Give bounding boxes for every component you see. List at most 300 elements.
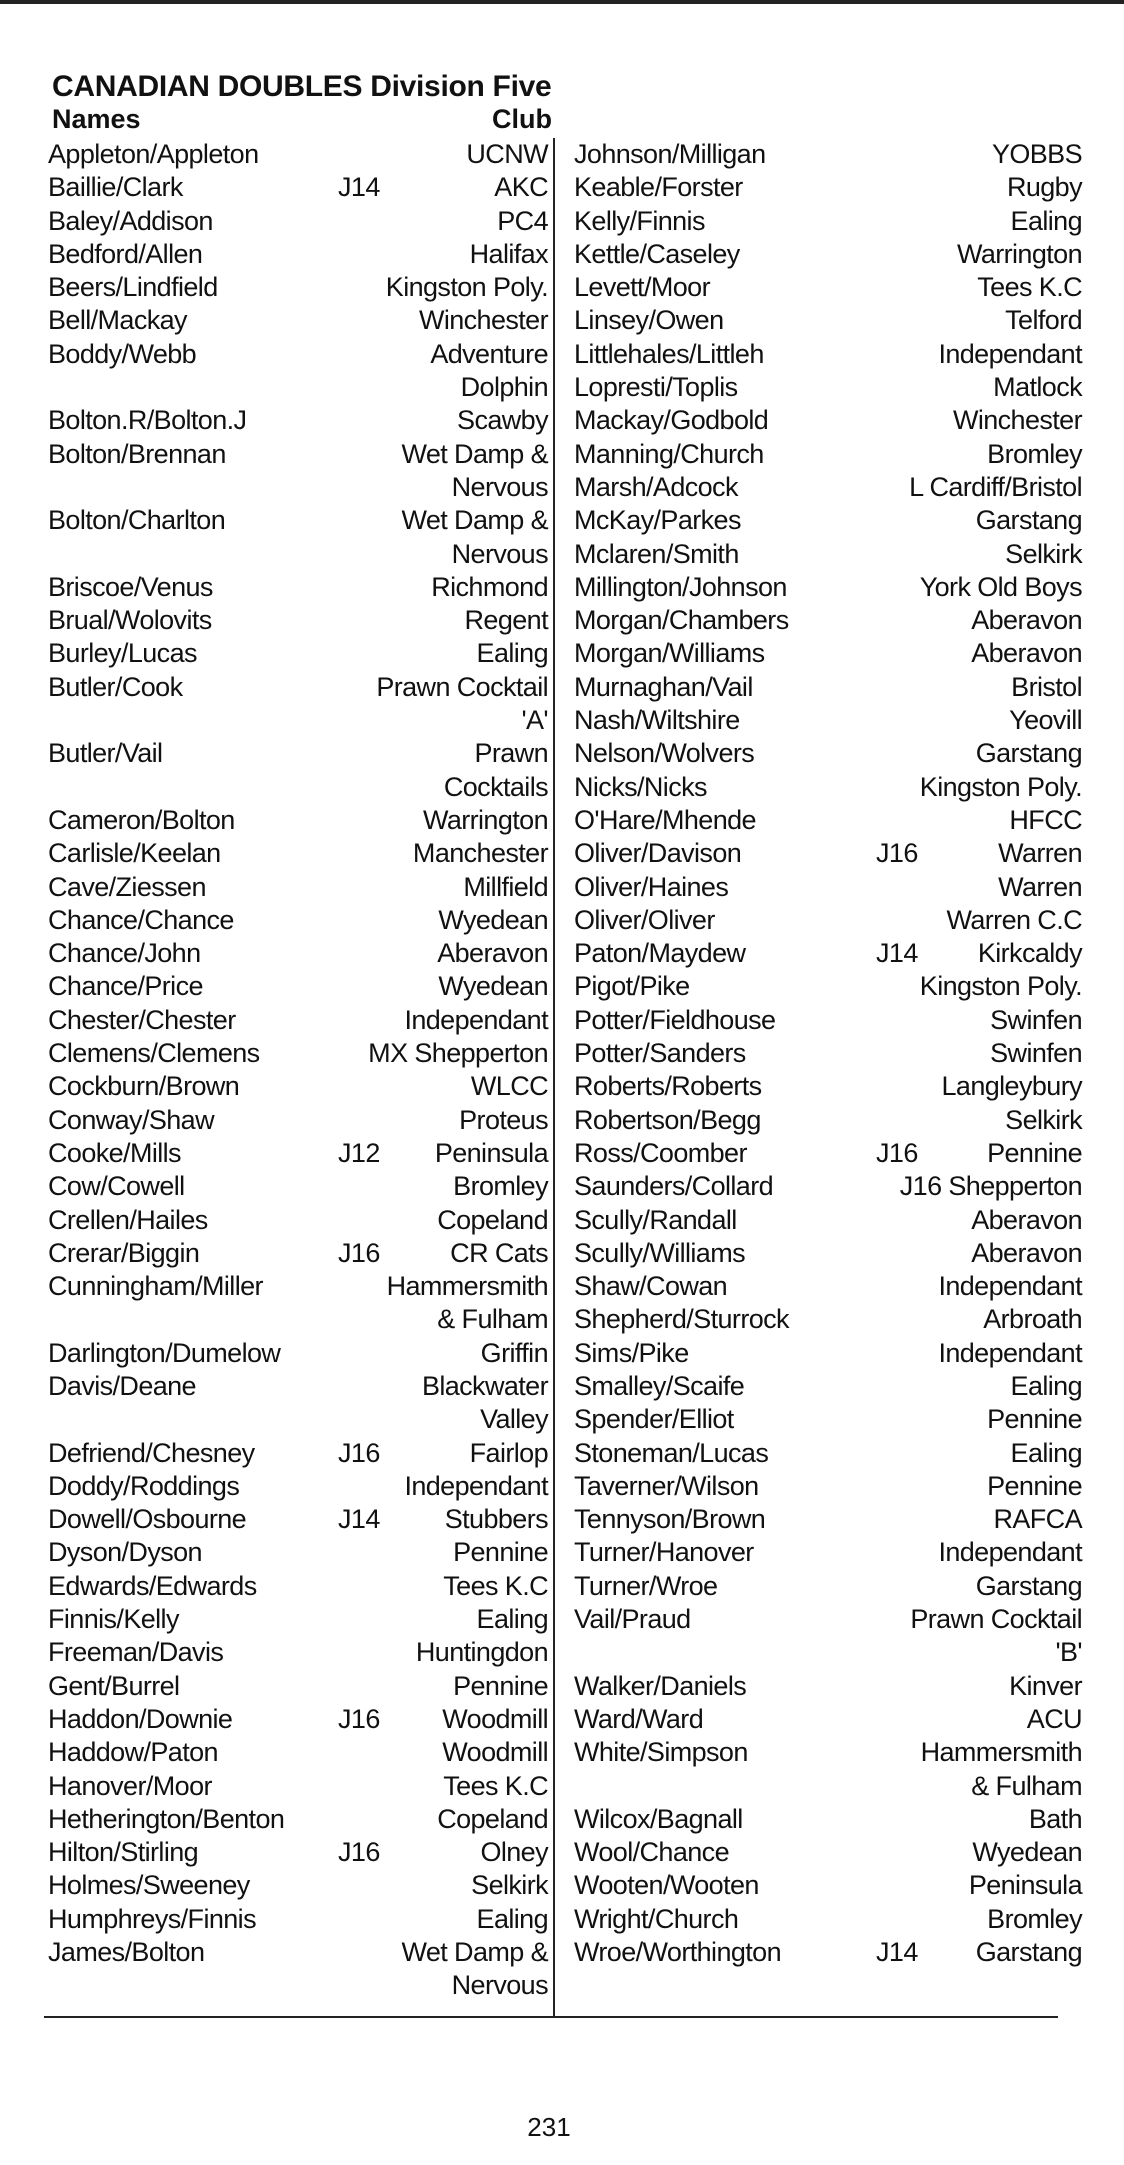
entry-row <box>574 571 1082 604</box>
club-name: Woodmill <box>442 1703 548 1734</box>
team-names: Cow/Cowell <box>48 1171 185 1202</box>
team-names: Paton/Maydew <box>574 938 746 969</box>
team-names: Crerar/Biggin <box>48 1237 200 1268</box>
club-name: Telford <box>1005 305 1082 336</box>
entry-row <box>48 1437 548 1470</box>
club-name: Tees K.C <box>977 272 1082 303</box>
team-names: Wool/Chance <box>574 1837 729 1868</box>
club-name: Kingston Poly. <box>385 272 548 303</box>
entry-row <box>574 1137 1082 1170</box>
entry-row <box>48 1736 548 1769</box>
club-name: Bromley <box>987 1903 1082 1934</box>
team-names: Hanover/Moor <box>48 1770 212 1801</box>
club-name: L Cardiff/Bristol <box>909 471 1082 502</box>
team-names: Chance/Chance <box>48 904 234 935</box>
team-names: Humphreys/Finnis <box>48 1903 256 1934</box>
club-name: Aberavon <box>971 638 1082 669</box>
entry-row <box>48 1903 548 1936</box>
club-name: Independant <box>404 1470 548 1501</box>
team-names: Potter/Fieldhouse <box>574 1004 776 1035</box>
team-names: Nicks/Nicks <box>574 771 707 802</box>
entry-row <box>48 571 548 604</box>
junior-code: J14 <box>338 1504 380 1535</box>
page-title: CANADIAN DOUBLES Division Five <box>52 70 552 103</box>
club-name: Peninsula <box>968 1870 1082 1901</box>
team-names: Haddon/Downie <box>48 1703 233 1734</box>
team-names: Pigot/Pike <box>574 971 690 1002</box>
club-name: MX Shepperton <box>368 1038 548 1069</box>
entry-row <box>48 1337 548 1370</box>
club-name: Dolphin <box>460 372 548 403</box>
club-name: CR Cats <box>450 1237 548 1268</box>
team-names: Boddy/Webb <box>48 338 197 369</box>
entry-row <box>574 404 1082 437</box>
club-name: Bath <box>1028 1803 1082 1834</box>
club-name: Ealing <box>476 1903 548 1934</box>
junior-code: J16 <box>876 1137 918 1168</box>
club-name: Selkirk <box>471 1870 548 1901</box>
team-names: Wooten/Wooten <box>574 1870 759 1901</box>
team-names: Cunningham/Miller <box>48 1271 263 1302</box>
entry-row <box>48 1936 548 1969</box>
junior-code: J14 <box>876 1937 918 1968</box>
club-name: Yeovill <box>1009 705 1082 736</box>
team-names: Butler/Vail <box>48 738 163 769</box>
club-column-header: Club <box>492 104 552 134</box>
club-name: YOBBS <box>991 139 1082 169</box>
team-names: Vail/Praud <box>574 1604 691 1635</box>
entry-row <box>48 338 548 371</box>
team-names: Holmes/Sweeney <box>48 1870 250 1901</box>
entry-row <box>574 1503 1082 1536</box>
team-names: Defriend/Chesney <box>48 1437 255 1468</box>
entry-row <box>574 438 1082 471</box>
team-names: Brual/Wolovits <box>48 605 212 636</box>
entry-row <box>48 1770 548 1803</box>
team-names: Linsey/Owen <box>574 305 724 336</box>
club-name: Swinfen <box>990 1038 1082 1069</box>
club-name: WLCC <box>470 1071 548 1102</box>
club-name: Warren C.C <box>946 904 1082 935</box>
club-name: Ealing <box>476 638 548 669</box>
entry-row <box>574 1903 1082 1936</box>
team-names: Chance/John <box>48 938 201 969</box>
team-names: Robertson/Begg <box>574 1104 761 1135</box>
entry-row <box>574 1770 1082 1803</box>
club-name: Kinver <box>1009 1670 1082 1701</box>
club-name: Pennine <box>987 1404 1082 1435</box>
entry-row <box>574 904 1082 937</box>
entry-row <box>48 304 548 337</box>
entry-row <box>48 837 548 870</box>
junior-code: J16 <box>876 838 918 869</box>
team-names: Hilton/Stirling <box>48 1837 199 1868</box>
entry-row <box>48 771 548 804</box>
team-names: Bolton/Brennan <box>48 438 226 469</box>
club-name: Valley <box>480 1404 548 1435</box>
club-name: Garstang <box>975 1570 1082 1601</box>
team-names: Dowell/Osbourne <box>48 1504 247 1535</box>
club-name: Independant <box>938 1537 1082 1568</box>
entry-row <box>574 471 1082 504</box>
entry-row <box>48 1370 548 1403</box>
team-names: Carlisle/Keelan <box>48 838 221 869</box>
entry-row <box>48 1470 548 1503</box>
entry-row <box>48 1137 548 1170</box>
entry-row <box>48 804 548 837</box>
club-name: 'B' <box>1055 1637 1082 1668</box>
entry-row <box>574 138 1082 171</box>
team-names: Wroe/Worthington <box>574 1937 782 1968</box>
team-names: Appleton/Appleton <box>48 139 259 169</box>
entry-row <box>48 438 548 471</box>
club-name: Winchester <box>418 305 548 336</box>
junior-code: J16 <box>338 1703 380 1734</box>
team-names: Johnson/Milligan <box>574 139 766 169</box>
team-names: Bolton/Charlton <box>48 505 226 536</box>
club-name: Bromley <box>453 1171 548 1202</box>
entry-row <box>574 1170 1082 1203</box>
team-names: Tennyson/Brown <box>574 1504 766 1535</box>
club-name: Copeland <box>437 1204 548 1235</box>
team-names: White/Simpson <box>574 1737 748 1768</box>
team-names: Davis/Deane <box>48 1370 196 1401</box>
club-name: Nervous <box>451 1970 548 2001</box>
team-names: Kelly/Finnis <box>574 205 705 236</box>
entry-row <box>574 1237 1082 1270</box>
club-name: Pennine <box>453 1537 548 1568</box>
team-names: Taverner/Wilson <box>574 1470 759 1501</box>
team-names: Kettle/Caseley <box>574 238 740 269</box>
club-name: & Fulham <box>971 1770 1082 1801</box>
team-names: Dyson/Dyson <box>48 1537 202 1568</box>
team-names: Edwards/Edwards <box>48 1570 257 1601</box>
club-name: Garstang <box>975 738 1082 769</box>
team-names: Crellen/Hailes <box>48 1204 208 1235</box>
team-names: Haddow/Paton <box>48 1737 218 1768</box>
entry-row <box>574 1204 1082 1237</box>
club-name: HFCC <box>1009 804 1082 835</box>
entry-row <box>574 704 1082 737</box>
club-name: Huntingdon <box>415 1637 548 1668</box>
team-names: Oliver/Oliver <box>574 904 715 935</box>
entry-row <box>574 804 1082 837</box>
team-names: McKay/Parkes <box>574 505 741 536</box>
club-name: Manchester <box>412 838 548 869</box>
club-name: Adventure <box>430 338 548 369</box>
club-name: Aberavon <box>971 1237 1082 1268</box>
team-names: Smalley/Scaife <box>574 1370 745 1401</box>
junior-code: J16 <box>338 1837 380 1868</box>
club-name: PC4 <box>497 205 548 236</box>
team-names: Cooke/Mills <box>48 1137 181 1168</box>
team-names: Spender/Elliot <box>574 1404 734 1435</box>
club-name: Rugby <box>1006 172 1082 203</box>
entry-row <box>574 837 1082 870</box>
entry-row <box>48 1836 548 1869</box>
team-names: Shepherd/Sturrock <box>574 1304 789 1335</box>
entry-row <box>574 1836 1082 1869</box>
entry-row <box>48 1170 548 1203</box>
team-names: Chester/Chester <box>48 1004 236 1035</box>
entry-row <box>574 1403 1082 1436</box>
entry-row <box>574 871 1082 904</box>
entry-row <box>574 1570 1082 1603</box>
club-name: Nervous <box>451 471 548 502</box>
page-number: 231 <box>527 2112 571 2142</box>
club-name: Kingston Poly. <box>919 971 1082 1002</box>
club-name: Ealing <box>1010 1437 1082 1468</box>
entry-row <box>48 937 548 970</box>
team-names: Manning/Church <box>574 438 764 469</box>
team-names: Cave/Ziessen <box>48 871 206 902</box>
entry-row <box>574 1536 1082 1569</box>
club-name: Peninsula <box>434 1137 548 1168</box>
club-name: AKC <box>494 172 548 203</box>
entry-row <box>48 737 548 770</box>
entry-row <box>48 637 548 670</box>
entry-row <box>574 1636 1082 1669</box>
entry-row <box>574 771 1082 804</box>
entry-row <box>48 1869 548 1902</box>
entry-row <box>574 171 1082 204</box>
club-name: Selkirk <box>1005 538 1082 569</box>
club-name: ACU <box>1026 1703 1082 1734</box>
entry-row <box>574 238 1082 271</box>
team-names: Wright/Church <box>574 1903 739 1934</box>
club-name: J16 Shepperton <box>899 1171 1082 1202</box>
entry-row <box>574 1437 1082 1470</box>
entry-row <box>574 338 1082 371</box>
entry-row <box>574 1670 1082 1703</box>
club-name: Millfield <box>463 871 548 902</box>
junior-code: J16 <box>338 1437 380 1468</box>
entry-row <box>48 871 548 904</box>
entry-row <box>574 671 1082 704</box>
entry-row <box>48 138 548 171</box>
club-name: Winchester <box>952 405 1082 436</box>
entry-row <box>574 970 1082 1003</box>
club-name: Griffin <box>480 1337 548 1368</box>
club-name: Copeland <box>437 1803 548 1834</box>
entry-row <box>574 371 1082 404</box>
club-name: Halifax <box>469 238 548 269</box>
team-names: Levett/Moor <box>574 272 710 303</box>
team-names: Morgan/Williams <box>574 638 765 669</box>
club-name: Hammersmith <box>920 1737 1082 1768</box>
entry-row <box>574 1104 1082 1137</box>
club-name: Langleybury <box>941 1071 1082 1102</box>
entry-row <box>48 1703 548 1736</box>
club-name: Prawn Cocktail <box>910 1604 1082 1635</box>
club-name: Woodmill <box>442 1737 548 1768</box>
club-name: Scawby <box>457 405 548 436</box>
club-name: Tees K.C <box>443 1570 548 1601</box>
club-name: Proteus <box>459 1104 548 1135</box>
team-names: Bell/Mackay <box>48 305 187 336</box>
entry-row <box>48 1004 548 1037</box>
entry-row <box>48 970 548 1003</box>
entry-row <box>574 637 1082 670</box>
entry-row <box>48 371 548 404</box>
club-name: Ealing <box>1010 205 1082 236</box>
club-name: Wyedean <box>438 971 548 1002</box>
club-name: Wet Damp & <box>401 505 548 536</box>
entry-row <box>574 1869 1082 1902</box>
entry-row <box>574 205 1082 238</box>
entry-row <box>574 538 1082 571</box>
entry-row <box>48 171 548 204</box>
entry-row <box>48 1104 548 1137</box>
team-names: Doddy/Roddings <box>48 1470 240 1501</box>
team-names: Ward/Ward <box>574 1703 704 1734</box>
entry-row <box>48 1636 548 1669</box>
club-name: Aberavon <box>971 605 1082 636</box>
club-name: Prawn <box>474 738 548 769</box>
club-name: Pennine <box>987 1137 1082 1168</box>
entry-row <box>48 1237 548 1270</box>
club-name: Prawn Cocktail <box>376 671 548 702</box>
names-column-header: Names <box>52 104 141 134</box>
club-name: Wyedean <box>438 904 548 935</box>
team-names: Marsh/Adcock <box>574 471 738 502</box>
club-name: Kingston Poly. <box>919 771 1082 802</box>
team-names: Baley/Addison <box>48 205 213 236</box>
club-name: Wyedean <box>972 1837 1082 1868</box>
entry-row <box>48 205 548 238</box>
team-names: Mclaren/Smith <box>574 538 739 569</box>
entry-row <box>48 704 548 737</box>
club-name: Aberavon <box>971 1204 1082 1235</box>
club-name: Wet Damp & <box>401 438 548 469</box>
club-name: Independant <box>938 338 1082 369</box>
entry-row <box>48 238 548 271</box>
club-name: Swinfen <box>990 1004 1082 1035</box>
entry-row <box>574 1303 1082 1336</box>
team-names: Hetherington/Benton <box>48 1803 285 1834</box>
team-names: Nash/Wiltshire <box>574 705 740 736</box>
team-names: Walker/Daniels <box>574 1670 747 1701</box>
club-name: Independant <box>404 1004 548 1035</box>
club-name: Warrington <box>422 804 548 835</box>
entry-row <box>574 1703 1082 1736</box>
club-name: Warren <box>998 871 1082 902</box>
club-name: Selkirk <box>1005 1104 1082 1135</box>
team-names: Sims/Pike <box>574 1337 689 1368</box>
club-name: Stubbers <box>444 1504 548 1535</box>
team-names: Oliver/Haines <box>574 871 729 902</box>
club-name: Blackwater <box>421 1370 548 1401</box>
team-names: Conway/Shaw <box>48 1104 214 1135</box>
club-name: Independant <box>938 1337 1082 1368</box>
club-name: Fairlop <box>469 1437 548 1468</box>
team-names: Bolton.R/Bolton.J <box>48 405 247 436</box>
team-names: Morgan/Chambers <box>574 605 789 636</box>
entry-row <box>574 1936 1082 1969</box>
entry-row <box>48 1070 548 1103</box>
club-name: Independant <box>938 1271 1082 1302</box>
club-name: Matlock <box>993 372 1082 403</box>
entry-row <box>574 1470 1082 1503</box>
left-entries-column <box>48 138 548 2003</box>
club-name: Aberavon <box>437 938 548 969</box>
club-name: Pennine <box>987 1470 1082 1501</box>
team-names: Beers/Lindfield <box>48 272 218 303</box>
team-names: Wilcox/Bagnall <box>574 1803 743 1834</box>
team-names: O'Hare/Mhende <box>574 804 756 835</box>
club-name: Olney <box>480 1837 548 1868</box>
club-name: 'A' <box>521 705 548 736</box>
junior-code: J16 <box>338 1237 380 1268</box>
team-names: Oliver/Davison <box>574 838 742 869</box>
club-name: Arbroath <box>983 1304 1082 1335</box>
club-name: York Old Boys <box>919 571 1082 602</box>
entry-row <box>48 1270 548 1303</box>
team-names: Finnis/Kelly <box>48 1604 179 1635</box>
team-names: Cameron/Bolton <box>48 804 235 835</box>
team-names: Nelson/Wolvers <box>574 738 755 769</box>
club-name: Warren <box>998 838 1082 869</box>
team-names: Butler/Cook <box>48 671 183 702</box>
team-names: Cockburn/Brown <box>48 1071 240 1102</box>
entry-row <box>574 1004 1082 1037</box>
entry-row <box>48 1403 548 1436</box>
team-names: Millington/Johnson <box>574 571 787 602</box>
club-name: Bromley <box>987 438 1082 469</box>
entry-row <box>48 538 548 571</box>
entry-row <box>574 1370 1082 1403</box>
team-names: Keable/Forster <box>574 172 743 203</box>
team-names: Turner/Hanover <box>574 1537 754 1568</box>
entry-row <box>48 1603 548 1636</box>
entry-row <box>48 1536 548 1569</box>
entry-row <box>574 937 1082 970</box>
team-names: Chance/Price <box>48 971 203 1002</box>
club-name: & Fulham <box>437 1304 548 1335</box>
club-name: Garstang <box>975 1937 1082 1968</box>
entry-row <box>574 271 1082 304</box>
club-name: Warrington <box>956 238 1082 269</box>
junior-code: J12 <box>338 1137 380 1168</box>
entry-row <box>574 504 1082 537</box>
team-names: Ross/Coomber <box>574 1137 747 1168</box>
top-rule <box>0 0 1124 4</box>
club-name: Regent <box>464 605 548 636</box>
team-names: Briscoe/Venus <box>48 571 213 602</box>
club-name: Bristol <box>1011 671 1082 702</box>
entry-row <box>574 304 1082 337</box>
entry-row <box>48 271 548 304</box>
team-names: Burley/Lucas <box>48 638 197 669</box>
team-names: Baillie/Clark <box>48 172 183 203</box>
club-name: Tees K.C <box>443 1770 548 1801</box>
team-names: Turner/Wroe <box>574 1570 718 1601</box>
entry-row <box>48 604 548 637</box>
junior-code: J14 <box>876 938 918 969</box>
bottom-rule <box>44 2016 1058 2018</box>
club-name: Richmond <box>431 571 548 602</box>
right-entries-column <box>574 138 1082 1969</box>
entry-row <box>48 1037 548 1070</box>
team-names: Scully/Randall <box>574 1204 737 1235</box>
entry-row <box>574 604 1082 637</box>
entry-row <box>574 737 1082 770</box>
entry-row <box>574 1270 1082 1303</box>
team-names: Scully/Williams <box>574 1237 746 1268</box>
club-name: Nervous <box>451 538 548 569</box>
team-names: Littlehales/Littleh <box>574 338 764 369</box>
entry-row <box>48 1204 548 1237</box>
